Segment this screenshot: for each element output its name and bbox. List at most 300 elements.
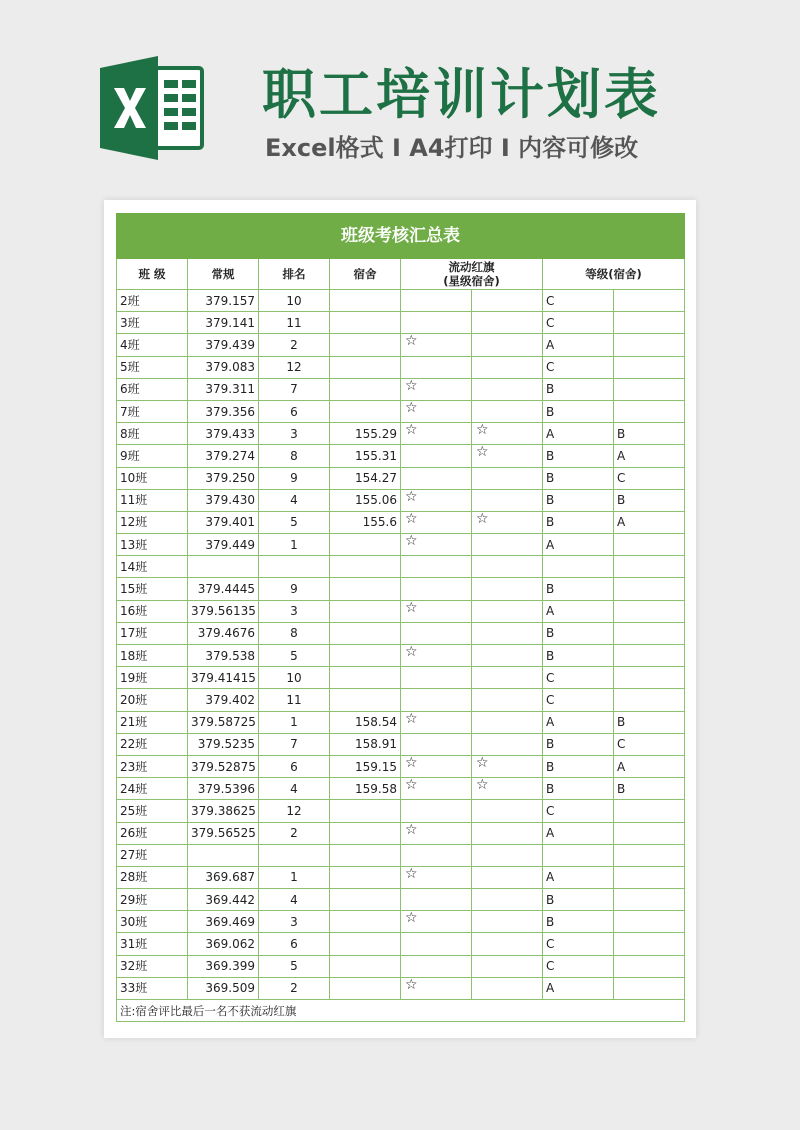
cell-dorm: 155.6	[330, 511, 401, 533]
cell-grade-1: C	[543, 312, 614, 334]
cell-grade-2	[614, 400, 685, 422]
cell-class: 29班	[117, 889, 188, 911]
cell-flag-star-2	[472, 400, 543, 422]
cell-grade-2	[614, 556, 685, 578]
cell-class: 15班	[117, 578, 188, 600]
cell-regular: 369.399	[188, 955, 259, 977]
cell-class: 2班	[117, 290, 188, 312]
cell-rank: 4	[259, 778, 330, 800]
cell-grade-1: B	[543, 511, 614, 533]
table-row	[117, 534, 685, 556]
cell-rank: 1	[259, 866, 330, 888]
cell-class: 20班	[117, 689, 188, 711]
cell-grade-1: A	[543, 423, 614, 445]
cell-dorm	[330, 600, 401, 622]
cell-flag-star-1: ☆	[401, 600, 472, 622]
cell-grade-1: A	[543, 711, 614, 733]
table-row	[117, 733, 685, 755]
cell-regular: 379.41415	[188, 667, 259, 689]
table-row	[117, 489, 685, 511]
cell-dorm: 155.29	[330, 423, 401, 445]
table-row	[117, 645, 685, 667]
cell-rank	[259, 844, 330, 866]
cell-class: 10班	[117, 467, 188, 489]
cell-flag-star-1	[401, 467, 472, 489]
cell-regular: 379.439	[188, 334, 259, 356]
cell-flag-star-2	[472, 977, 543, 999]
table-row	[117, 423, 685, 445]
cell-grade-2	[614, 290, 685, 312]
table-row	[117, 911, 685, 933]
cell-class: 18班	[117, 645, 188, 667]
cell-flag-star-1	[401, 445, 472, 467]
cell-grade-2: C	[614, 467, 685, 489]
cell-grade-1: B	[543, 622, 614, 644]
cell-flag-star-1	[401, 933, 472, 955]
cell-grade-2	[614, 822, 685, 844]
table-row	[117, 578, 685, 600]
table-row	[117, 445, 685, 467]
table-row	[117, 755, 685, 777]
cell-dorm	[330, 822, 401, 844]
cell-flag-star-2	[472, 933, 543, 955]
cell-regular: 379.157	[188, 290, 259, 312]
cell-dorm	[330, 977, 401, 999]
cell-flag-star-2	[472, 889, 543, 911]
cell-regular: 379.356	[188, 400, 259, 422]
table-row	[117, 400, 685, 422]
cell-flag-star-2: ☆	[472, 778, 543, 800]
cell-grade-1: B	[543, 467, 614, 489]
col-header-flag-line2: (星级宿舍)	[443, 274, 500, 288]
cell-rank: 2	[259, 977, 330, 999]
table-row	[117, 667, 685, 689]
cell-class: 28班	[117, 866, 188, 888]
table-row	[117, 511, 685, 533]
cell-flag-star-1: ☆	[401, 645, 472, 667]
cell-class: 25班	[117, 800, 188, 822]
cell-rank: 3	[259, 911, 330, 933]
cell-regular: 379.274	[188, 445, 259, 467]
cell-class: 33班	[117, 977, 188, 999]
cell-grade-1: A	[543, 334, 614, 356]
document-sheet	[104, 200, 696, 1038]
cell-flag-star-2	[472, 556, 543, 578]
cell-regular: 379.4445	[188, 578, 259, 600]
table-row	[117, 312, 685, 334]
cell-grade-2	[614, 955, 685, 977]
cell-grade-1: C	[543, 667, 614, 689]
cell-regular: 379.58725	[188, 711, 259, 733]
table-row	[117, 356, 685, 378]
cell-class: 12班	[117, 511, 188, 533]
cell-grade-2	[614, 889, 685, 911]
cell-regular	[188, 556, 259, 578]
cell-flag-star-1: ☆	[401, 378, 472, 400]
table-row	[117, 977, 685, 999]
cell-regular: 379.401	[188, 511, 259, 533]
cell-class: 11班	[117, 489, 188, 511]
cell-grade-2	[614, 534, 685, 556]
cell-grade-2	[614, 356, 685, 378]
cell-flag-star-2	[472, 733, 543, 755]
cell-dorm	[330, 578, 401, 600]
cell-flag-star-1	[401, 955, 472, 977]
cell-grade-2: A	[614, 445, 685, 467]
col-header-grade: 等级(宿舍)	[543, 259, 685, 290]
cell-class: 13班	[117, 534, 188, 556]
cell-regular: 369.509	[188, 977, 259, 999]
cell-dorm: 154.27	[330, 467, 401, 489]
cell-class: 5班	[117, 356, 188, 378]
cell-grade-1: C	[543, 955, 614, 977]
cell-flag-star-1: ☆	[401, 423, 472, 445]
cell-rank: 3	[259, 600, 330, 622]
cell-class: 26班	[117, 822, 188, 844]
cell-dorm	[330, 622, 401, 644]
cell-grade-1: B	[543, 445, 614, 467]
cell-dorm: 155.31	[330, 445, 401, 467]
cell-grade-1: B	[543, 378, 614, 400]
cell-grade-2	[614, 600, 685, 622]
col-header-rank: 排名	[259, 259, 330, 290]
cell-grade-1: C	[543, 800, 614, 822]
cell-flag-star-2	[472, 600, 543, 622]
cell-flag-star-2: ☆	[472, 755, 543, 777]
page-header	[0, 0, 800, 200]
col-header-flag	[401, 259, 543, 290]
table-row	[117, 711, 685, 733]
cell-grade-1: A	[543, 600, 614, 622]
table-row	[117, 334, 685, 356]
cell-grade-1: B	[543, 755, 614, 777]
cell-grade-2	[614, 334, 685, 356]
cell-flag-star-1: ☆	[401, 711, 472, 733]
cell-dorm	[330, 378, 401, 400]
cell-rank: 6	[259, 933, 330, 955]
cell-flag-star-1	[401, 622, 472, 644]
cell-grade-1: A	[543, 977, 614, 999]
cell-dorm	[330, 290, 401, 312]
cell-regular: 379.250	[188, 467, 259, 489]
cell-grade-2	[614, 312, 685, 334]
cell-class: 8班	[117, 423, 188, 445]
cell-regular: 379.449	[188, 534, 259, 556]
cell-class: 23班	[117, 755, 188, 777]
cell-flag-star-2: ☆	[472, 511, 543, 533]
cell-class: 14班	[117, 556, 188, 578]
cell-rank: 11	[259, 312, 330, 334]
summary-table	[116, 213, 685, 1022]
cell-dorm: 158.91	[330, 733, 401, 755]
cell-grade-1: C	[543, 356, 614, 378]
cell-regular: 379.430	[188, 489, 259, 511]
cell-grade-2	[614, 800, 685, 822]
cell-grade-1: C	[543, 933, 614, 955]
cell-dorm	[330, 955, 401, 977]
cell-flag-star-1: ☆	[401, 911, 472, 933]
cell-regular: 379.538	[188, 645, 259, 667]
cell-dorm	[330, 356, 401, 378]
table-row	[117, 556, 685, 578]
cell-flag-star-2	[472, 334, 543, 356]
table-note-row	[117, 1000, 685, 1022]
col-header-class: 班 级	[117, 259, 188, 290]
cell-grade-1: B	[543, 911, 614, 933]
cell-class: 9班	[117, 445, 188, 467]
cell-grade-1: C	[543, 290, 614, 312]
cell-dorm	[330, 844, 401, 866]
cell-grade-1: B	[543, 645, 614, 667]
cell-grade-1: A	[543, 534, 614, 556]
table-row	[117, 600, 685, 622]
cell-flag-star-2	[472, 622, 543, 644]
cell-flag-star-1: ☆	[401, 822, 472, 844]
cell-rank: 12	[259, 356, 330, 378]
cell-grade-2: A	[614, 511, 685, 533]
cell-grade-2: B	[614, 711, 685, 733]
cell-flag-star-1: ☆	[401, 977, 472, 999]
cell-dorm: 159.58	[330, 778, 401, 800]
cell-regular: 379.141	[188, 312, 259, 334]
table-row	[117, 378, 685, 400]
cell-dorm: 159.15	[330, 755, 401, 777]
cell-rank: 1	[259, 711, 330, 733]
cell-flag-star-1: ☆	[401, 511, 472, 533]
cell-dorm	[330, 689, 401, 711]
cell-class: 16班	[117, 600, 188, 622]
table-row	[117, 866, 685, 888]
excel-logo-icon	[100, 56, 206, 160]
cell-regular: 369.442	[188, 889, 259, 911]
cell-dorm	[330, 334, 401, 356]
cell-dorm	[330, 400, 401, 422]
cell-grade-2	[614, 911, 685, 933]
cell-flag-star-1	[401, 733, 472, 755]
table-row	[117, 822, 685, 844]
cell-grade-1: A	[543, 822, 614, 844]
cell-class: 4班	[117, 334, 188, 356]
cell-grade-2	[614, 866, 685, 888]
cell-regular: 379.56525	[188, 822, 259, 844]
cell-grade-1: B	[543, 489, 614, 511]
cell-dorm	[330, 312, 401, 334]
cell-rank: 5	[259, 645, 330, 667]
cell-dorm	[330, 534, 401, 556]
table-caption: 班级考核汇总表	[117, 214, 685, 259]
cell-rank: 3	[259, 423, 330, 445]
cell-dorm	[330, 667, 401, 689]
cell-grade-2: C	[614, 733, 685, 755]
col-header-regular: 常规	[188, 259, 259, 290]
cell-dorm: 155.06	[330, 489, 401, 511]
cell-flag-star-2	[472, 534, 543, 556]
cell-flag-star-1: ☆	[401, 755, 472, 777]
cell-flag-star-1	[401, 312, 472, 334]
cell-grade-2	[614, 645, 685, 667]
cell-flag-star-2	[472, 667, 543, 689]
cell-rank	[259, 556, 330, 578]
cell-flag-star-2	[472, 822, 543, 844]
cell-rank: 10	[259, 290, 330, 312]
cell-flag-star-2: ☆	[472, 423, 543, 445]
cell-regular: 369.687	[188, 866, 259, 888]
cell-class: 7班	[117, 400, 188, 422]
cell-class: 6班	[117, 378, 188, 400]
table-row	[117, 800, 685, 822]
cell-regular: 369.062	[188, 933, 259, 955]
cell-dorm	[330, 645, 401, 667]
cell-rank: 9	[259, 467, 330, 489]
cell-grade-1: C	[543, 689, 614, 711]
cell-regular: 379.402	[188, 689, 259, 711]
cell-class: 19班	[117, 667, 188, 689]
cell-flag-star-2	[472, 711, 543, 733]
cell-regular: 379.56135	[188, 600, 259, 622]
cell-flag-star-2	[472, 689, 543, 711]
cell-grade-2	[614, 622, 685, 644]
table-row	[117, 467, 685, 489]
cell-regular: 379.5396	[188, 778, 259, 800]
cell-rank: 2	[259, 334, 330, 356]
cell-flag-star-2	[472, 844, 543, 866]
cell-rank: 5	[259, 511, 330, 533]
table-row	[117, 689, 685, 711]
cell-dorm	[330, 556, 401, 578]
table-row	[117, 889, 685, 911]
cell-flag-star-2	[472, 645, 543, 667]
cell-grade-1	[543, 556, 614, 578]
cell-flag-star-1: ☆	[401, 534, 472, 556]
cell-class: 21班	[117, 711, 188, 733]
cell-flag-star-2	[472, 290, 543, 312]
cell-dorm	[330, 911, 401, 933]
cell-grade-2	[614, 667, 685, 689]
cell-flag-star-2	[472, 955, 543, 977]
cell-class: 22班	[117, 733, 188, 755]
cell-flag-star-2	[472, 911, 543, 933]
cell-grade-1: B	[543, 578, 614, 600]
cell-rank: 9	[259, 578, 330, 600]
cell-flag-star-1	[401, 356, 472, 378]
cell-flag-star-2: ☆	[472, 445, 543, 467]
cell-regular: 379.52875	[188, 755, 259, 777]
cell-flag-star-1: ☆	[401, 400, 472, 422]
cell-dorm: 158.54	[330, 711, 401, 733]
col-header-flag-line1: 流动红旗	[448, 260, 495, 274]
table-row	[117, 844, 685, 866]
cell-regular: 379.311	[188, 378, 259, 400]
cell-flag-star-1	[401, 667, 472, 689]
cell-rank: 4	[259, 889, 330, 911]
cell-rank: 10	[259, 667, 330, 689]
cell-regular: 379.4676	[188, 622, 259, 644]
cell-class: 30班	[117, 911, 188, 933]
cell-grade-2	[614, 578, 685, 600]
cell-rank: 11	[259, 689, 330, 711]
cell-grade-1: B	[543, 778, 614, 800]
cell-flag-star-1	[401, 556, 472, 578]
cell-flag-star-2	[472, 467, 543, 489]
cell-grade-1: B	[543, 733, 614, 755]
cell-grade-2: A	[614, 755, 685, 777]
table-header-row	[117, 259, 685, 290]
cell-flag-star-1: ☆	[401, 866, 472, 888]
cell-class: 3班	[117, 312, 188, 334]
cell-grade-2: B	[614, 489, 685, 511]
cell-grade-2	[614, 844, 685, 866]
cell-class: 32班	[117, 955, 188, 977]
cell-grade-2	[614, 977, 685, 999]
cell-regular: 379.433	[188, 423, 259, 445]
cell-rank: 7	[259, 733, 330, 755]
cell-rank: 7	[259, 378, 330, 400]
table-caption-row	[117, 214, 685, 259]
cell-flag-star-2	[472, 800, 543, 822]
page-subtitle: Excel格式 I A4打印 I 内容可修改	[265, 134, 639, 162]
table-note: 注:宿舍评比最后一名不获流动红旗	[117, 1000, 685, 1022]
cell-flag-star-2	[472, 312, 543, 334]
cell-flag-star-1	[401, 578, 472, 600]
cell-rank: 8	[259, 622, 330, 644]
table-row	[117, 955, 685, 977]
cell-flag-star-1	[401, 889, 472, 911]
table-row	[117, 622, 685, 644]
cell-dorm	[330, 866, 401, 888]
cell-grade-1	[543, 844, 614, 866]
cell-regular: 379.083	[188, 356, 259, 378]
cell-grade-2	[614, 378, 685, 400]
cell-regular	[188, 844, 259, 866]
cell-flag-star-2	[472, 578, 543, 600]
cell-class: 24班	[117, 778, 188, 800]
cell-flag-star-1	[401, 290, 472, 312]
cell-rank: 12	[259, 800, 330, 822]
cell-dorm	[330, 933, 401, 955]
cell-rank: 1	[259, 534, 330, 556]
cell-flag-star-1	[401, 800, 472, 822]
cell-rank: 8	[259, 445, 330, 467]
cell-regular: 379.5235	[188, 733, 259, 755]
cell-rank: 6	[259, 755, 330, 777]
cell-grade-2: B	[614, 778, 685, 800]
cell-grade-1: B	[543, 889, 614, 911]
cell-grade-1: A	[543, 866, 614, 888]
cell-flag-star-1: ☆	[401, 489, 472, 511]
cell-class: 27班	[117, 844, 188, 866]
col-header-dorm: 宿舍	[330, 259, 401, 290]
cell-class: 31班	[117, 933, 188, 955]
table-row	[117, 933, 685, 955]
cell-rank: 4	[259, 489, 330, 511]
cell-flag-star-2	[472, 866, 543, 888]
table-row	[117, 778, 685, 800]
cell-dorm	[330, 800, 401, 822]
cell-rank: 5	[259, 955, 330, 977]
cell-regular: 369.469	[188, 911, 259, 933]
cell-flag-star-2	[472, 378, 543, 400]
cell-grade-2	[614, 933, 685, 955]
cell-rank: 6	[259, 400, 330, 422]
cell-flag-star-1: ☆	[401, 334, 472, 356]
table-row	[117, 290, 685, 312]
page-title: 职工培训计划表	[262, 63, 661, 126]
cell-class: 17班	[117, 622, 188, 644]
cell-flag-star-1	[401, 689, 472, 711]
cell-dorm	[330, 889, 401, 911]
cell-grade-2: B	[614, 423, 685, 445]
cell-rank: 2	[259, 822, 330, 844]
